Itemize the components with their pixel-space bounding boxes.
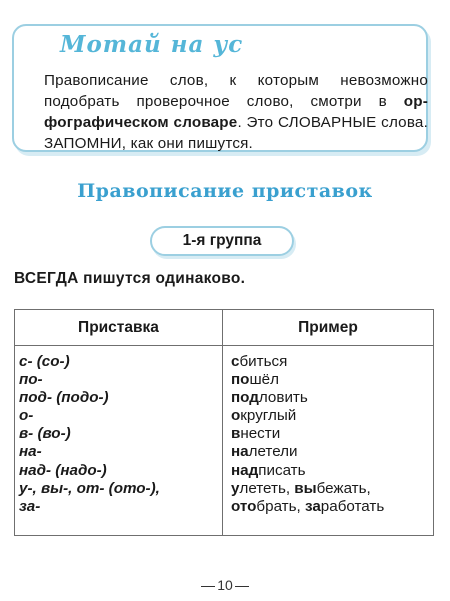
- example-prefix: у: [231, 479, 240, 497]
- prefix-cell: с- (со-): [19, 353, 70, 370]
- rule-note-box: [12, 24, 428, 152]
- prefix-cell: на-: [19, 443, 42, 461]
- example-rest: летели: [248, 443, 298, 461]
- rule-statement: ВСЕГДА пишутся одинаково.: [14, 270, 246, 287]
- example-rest: нести: [240, 425, 281, 443]
- example-cell: [231, 371, 431, 389]
- prefix-column: [19, 353, 219, 516]
- example-rest: бежать,: [316, 479, 371, 497]
- example-cell: [231, 443, 431, 461]
- note-text-part-1: Правописание слов, к которым невозможно подобрать проверочное слово, смотри в: [44, 72, 428, 110]
- example-prefix: в: [231, 425, 241, 443]
- example-cell: [231, 407, 431, 425]
- example-rest: работать: [320, 497, 385, 515]
- example-rest: биться: [239, 353, 288, 370]
- note-text-bold: ор-фографическом словаре: [44, 93, 428, 131]
- note-text: [44, 70, 428, 154]
- note-title: Мотай на ус: [52, 30, 251, 60]
- example-rest: ловить: [258, 389, 308, 407]
- example-prefix: на: [231, 443, 249, 461]
- example-prefix: над: [231, 461, 259, 479]
- prefix-cell: под- (подо-): [19, 389, 109, 407]
- example-cell: [231, 498, 431, 516]
- table-header-divider: [15, 345, 433, 346]
- example-rest: лететь,: [239, 479, 295, 497]
- example-prefix: за: [305, 497, 321, 515]
- prefix-cell: над- (надо-): [19, 461, 107, 479]
- example-cell: [231, 425, 431, 443]
- prefix-cell: о-: [19, 407, 34, 425]
- page-number: [0, 577, 450, 593]
- section-heading: Правописание приставок: [77, 180, 373, 202]
- example-prefix: ото: [231, 497, 257, 515]
- example-column: [231, 353, 431, 516]
- example-rest: писать: [258, 461, 306, 479]
- example-rest: брать,: [256, 497, 305, 515]
- example-cell: [231, 480, 431, 498]
- group-label-badge: 1-я группа: [150, 226, 294, 256]
- prefix-cell: за-: [19, 497, 41, 515]
- example-cell: [231, 353, 431, 371]
- example-prefix: с: [231, 353, 240, 370]
- prefix-cell: в- (во-): [19, 425, 71, 443]
- example-cell: [231, 462, 431, 480]
- table-header-prefix: Приставка: [78, 319, 159, 336]
- prefix-table: [14, 309, 434, 536]
- table-header-example: Пример: [298, 319, 358, 336]
- page-number-dash-left: [201, 586, 215, 587]
- prefix-cell: у-, вы-, от- (ото-),: [19, 479, 160, 497]
- page-number-value: 10: [217, 577, 233, 593]
- example-cell: [231, 389, 431, 407]
- example-rest: шёл: [249, 371, 279, 389]
- page-number-dash-right: [235, 586, 249, 587]
- example-prefix: под: [231, 389, 259, 407]
- example-rest: круглый: [240, 407, 297, 425]
- example-prefix: вы: [294, 479, 317, 497]
- example-prefix: о: [231, 407, 241, 425]
- prefix-cell: по-: [19, 371, 43, 389]
- note-text-part-2: . Это СЛОВАРНЫЕ слова. ЗАПОМНИ, как они пишутся.: [44, 114, 428, 152]
- example-prefix: по: [231, 371, 250, 389]
